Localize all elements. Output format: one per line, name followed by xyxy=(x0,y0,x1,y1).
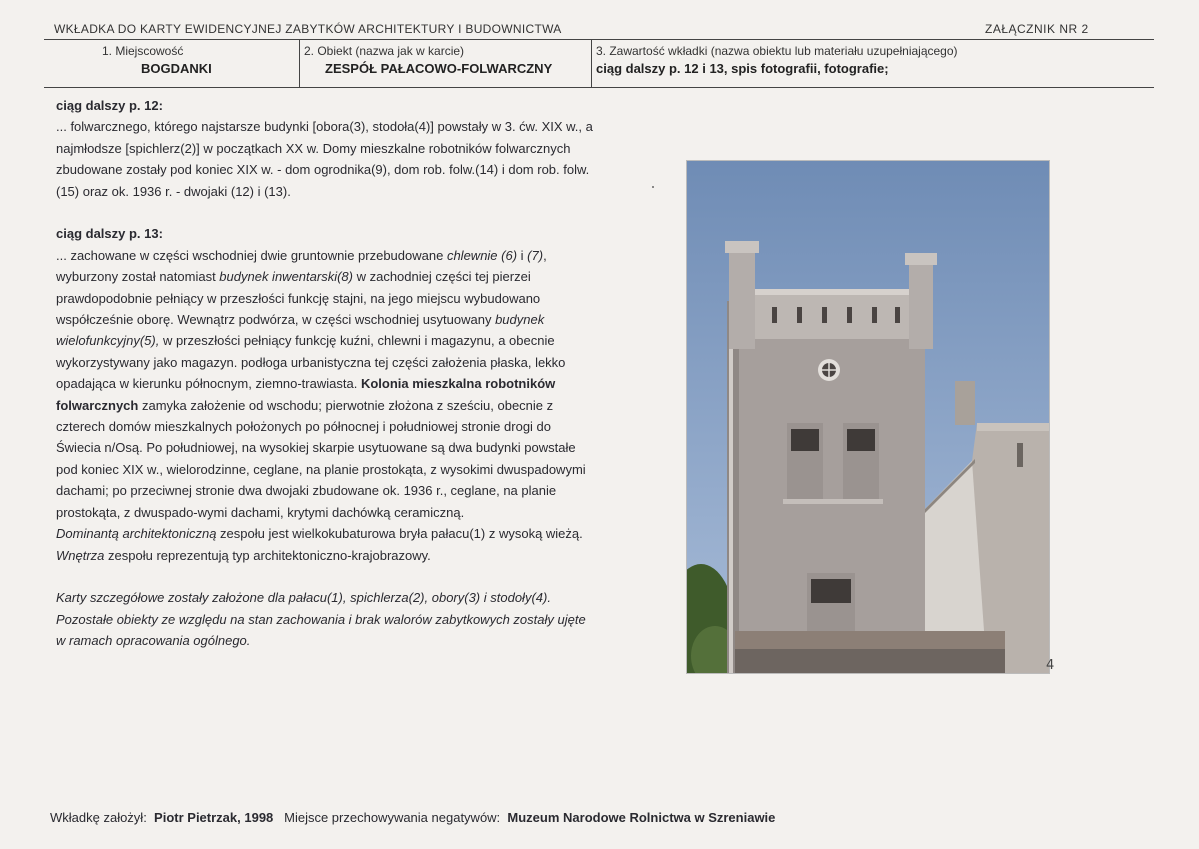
object-value: ZESPÓŁ PAŁACOWO-FOLWARCZNY xyxy=(325,61,553,76)
photo-number: 4 xyxy=(1046,658,1055,673)
author-label: Wkładkę założył: xyxy=(50,810,147,825)
tower-photograph xyxy=(686,160,1050,674)
italic-run: Dominantą architektoniczną xyxy=(56,526,217,542)
closing-note: Karty szczegółowe zostały założone dla pałacu(1), spichlerza(2), obory(3) i stodoły(4). Pozostałe obiekty ze względu na stan zachowania i brak walorów zabytkowych zostały ujęte w ramach opracowania ogólnego. xyxy=(56,590,586,649)
header-rule-top xyxy=(44,39,1154,40)
text-run: w przeszłości pełniący funkcję kuźni, chlewni i magazynu, a obecnie wykorzystywany jako magazyn. podłoga urbanistyczna tej części założenia płaska, lekko opadająca w kierunku północnym, ziemno-trawiasta. xyxy=(56,333,566,392)
header-rule-bottom xyxy=(44,87,1154,88)
text-run: zespołu reprezentują typ architektoniczno-krajobrazowy. xyxy=(104,547,431,563)
bold-run: Kolonia mieszkalna robotników folwarcznych xyxy=(56,376,556,413)
text-run: ... zachowane w części wschodniej dwie gruntownie przebudowane xyxy=(56,247,447,263)
italic-run: budynek wielofunkcyjny(5), xyxy=(56,312,545,349)
locality-value: BOGDANKI xyxy=(141,61,212,76)
section-13-text xyxy=(56,245,596,566)
italic-run: (7) xyxy=(527,247,544,263)
attachment-number: ZAŁĄCZNIK NR 2 xyxy=(985,22,1089,36)
contents-value: ciąg dalszy p. 12 i 13, spis fotografii, fotografie; xyxy=(596,61,889,76)
stray-dot xyxy=(652,186,654,188)
text-run: , wyburzony został natomiast xyxy=(56,247,547,285)
italic-run: chlewnie (6) xyxy=(446,247,518,263)
header-title: WKŁADKA DO KARTY EWIDENCYJNEJ ZABYTKÓW ARCHITEKTURY I BUDOWNICTWA xyxy=(54,22,562,36)
text-run: zespołu jest wielkokubaturowa bryła pałacu(1) z wysoką wieżą. xyxy=(216,526,583,542)
section-12-text: ... folwarcznego, którego najstarsze budynki [obora(3), stodoła(4)] powstały w 3. ćw. XIX w., a najmłodsze [spichlerz(2)] w początkach XX w. Domy mieszkalne robotników folwarcznych zbudowane zostały pod koniec XIX w. - dom ogrodnika(9), dom rob. folw.(14) i dom rob. folw.(15) oraz ok. 1936 r. - dwojaki (12) i (13). xyxy=(56,119,593,199)
section-13-heading: ciąg dalszy p. 13: xyxy=(56,226,163,242)
paragraph-gap xyxy=(56,566,596,587)
body-text xyxy=(56,95,596,652)
footer xyxy=(50,810,775,825)
storage-value: Muzeum Narodowe Rolnictwa w Szreniawie xyxy=(507,810,776,825)
cell-divider-2 xyxy=(591,39,592,87)
object-label: 2. Obiekt (nazwa jak w karcie) xyxy=(304,44,465,58)
italic-run: budynek inwentarski(8) xyxy=(219,269,353,285)
locality-label: 1. Miejscowość xyxy=(102,44,184,58)
section-12-heading: ciąg dalszy p. 12: xyxy=(56,98,163,113)
contents-label: 3. Zawartość wkładki (nazwa obiektu lub materiału uzupełniającego) xyxy=(596,44,958,58)
italic-run: Wnętrza xyxy=(56,547,105,563)
cell-divider-1 xyxy=(299,39,300,87)
text-run: zamyka założenie od wschodu; pierwotnie złożona z sześciu, obecnie z czterech domów mieszkalnych położonych po północnej i południowej stronie drogi do Świecia n/Osą. Po południowej, na wysokiej skarpie usytuowane są dwa budynki powstałe pod koniec XIX w., wielorodzinne, ceglane, na planie prostokąta, z wysokimi dwuspadowymi dachami; po przeciwnej stronie dwa dwojaki zbudowane ok. 1936 r., ceglane, na planie prostokąta, z dwuspado-wymi dachami, krytymi dachówką ceramiczną. xyxy=(56,397,586,520)
text-run: i xyxy=(517,247,528,263)
author-value: Piotr Pietrzak, 1998 xyxy=(154,810,274,825)
text-run: w zachodniej części tej pierzei prawdopodobnie pełniący w przeszłości funkcję stajni, na jego miejscu wybudowano współcześnie oborę. Wewnątrz podwórza, w części wschodniej usytuowany xyxy=(56,269,541,328)
storage-label: Miejsce przechowywania negatywów: xyxy=(284,810,501,825)
paragraph-gap xyxy=(56,202,596,223)
